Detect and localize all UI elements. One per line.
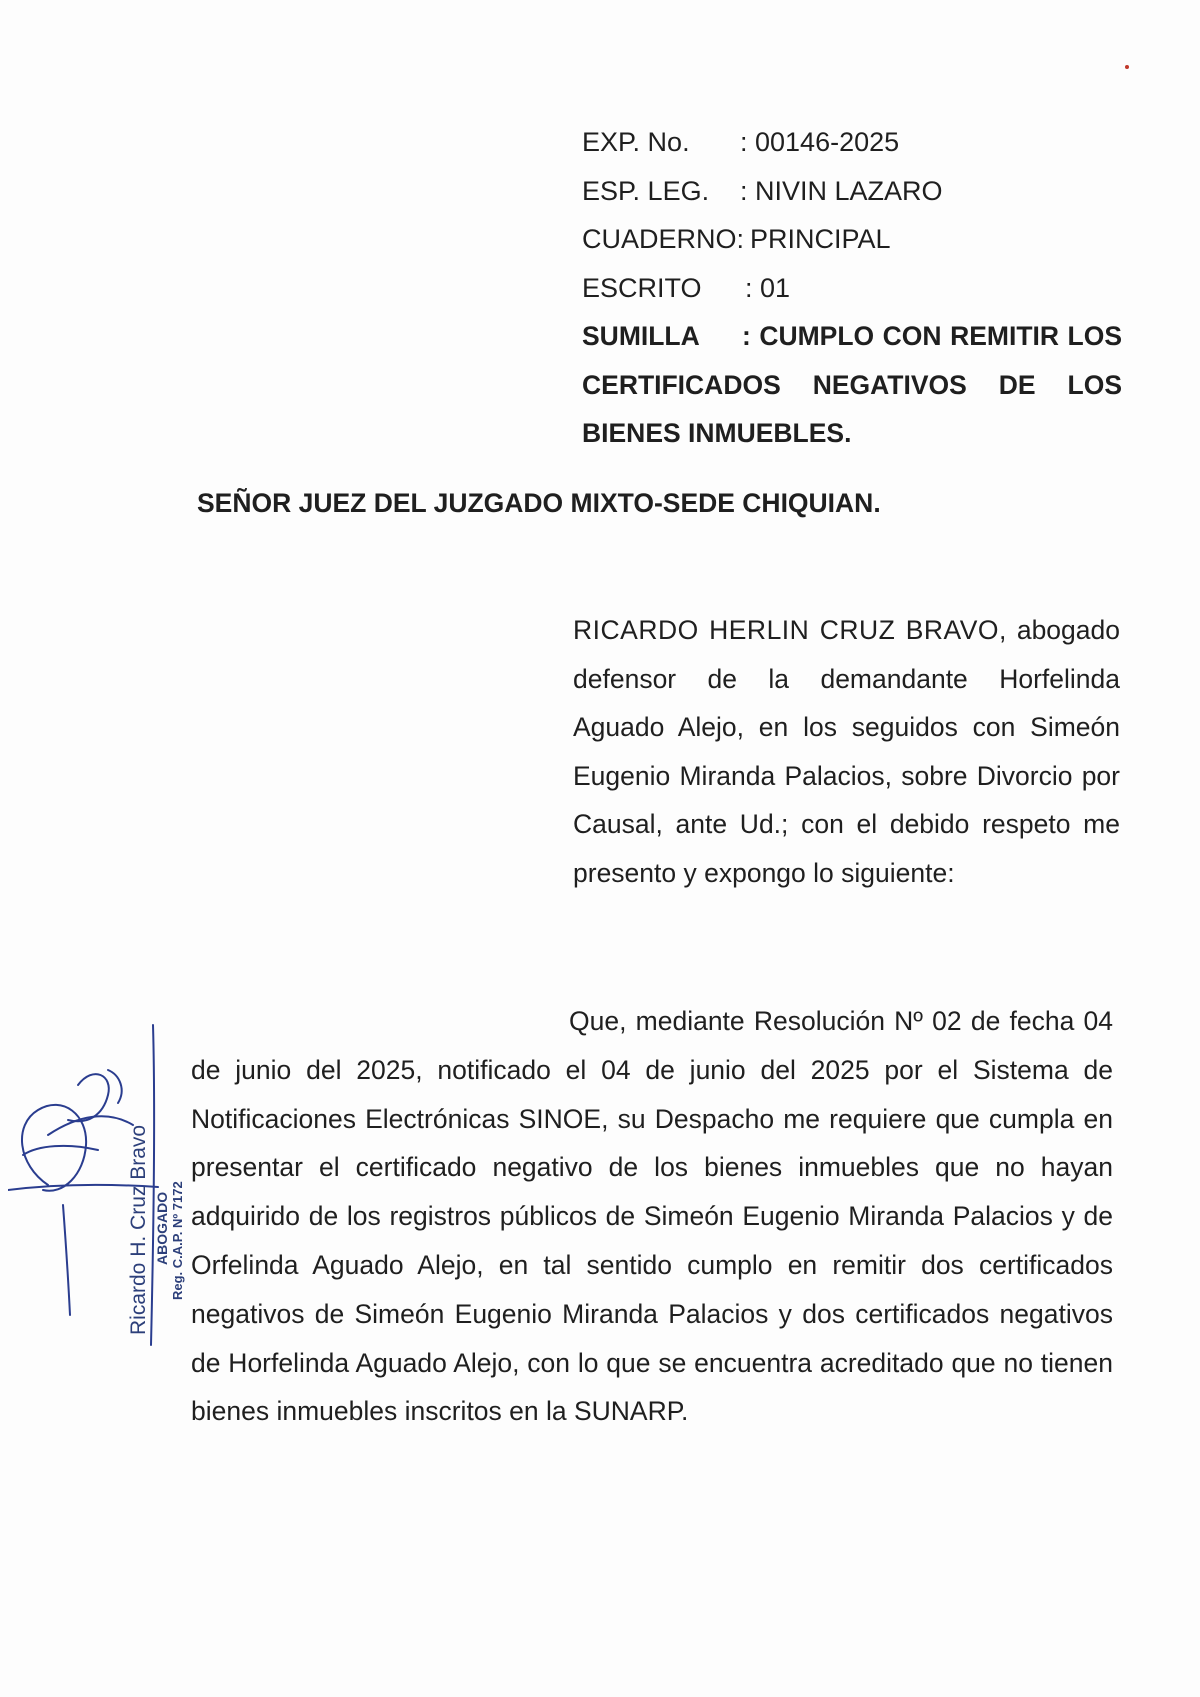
exp-row	[582, 118, 1122, 167]
exp-label: EXP. No.	[582, 127, 690, 157]
exp-value: : 00146-2025	[740, 127, 900, 157]
sumilla-label: SUMILLA	[582, 321, 700, 351]
stamp-name: Ricardo H. Cruz Bravo	[127, 1124, 150, 1335]
esp-row	[582, 167, 1122, 216]
sumilla	[582, 312, 1122, 458]
cuaderno-label: CUADERNO:	[582, 224, 745, 254]
sumilla-value: : CUMPLO CON REMITIR LOS CERTIFICADOS NEGATIVOS DE LOS BIENES INMUEBLES.	[582, 321, 1122, 448]
lawyer-name: RICARDO HERLIN CRUZ BRAVO,	[573, 615, 1007, 645]
esp-value: : NIVIN LAZARO	[740, 175, 943, 206]
intro-text: abogado defensor de la demandante Horfelinda Aguado Alejo, en los seguidos con Simeón Eugenio Miranda Palacios, sobre Divorcio por Causal, ante Ud.; con el debido respeto me presento y expongo lo siguiente:	[573, 615, 1120, 888]
cuaderno-value: PRINCIPAL	[750, 224, 891, 254]
escrito-row	[582, 264, 1122, 313]
cuaderno-row	[582, 215, 1122, 264]
escrito-label: ESCRITO	[582, 272, 702, 303]
stamp-title: ABOGADO	[154, 1191, 170, 1265]
scan-speck	[1125, 65, 1129, 69]
intro-paragraph	[573, 606, 1120, 897]
body-paragraph: Que, mediante Resolución Nº 02 de fecha 04 de junio del 2025, notificado el 04 de junio del 2025 por el Sistema de Notificaciones Electrónicas SINOE, su Despacho me requiere que cumpla en presentar el certificado negativo de los bienes inmuebles que no hayan adquirido de los registros públicos de Simeón Eugenio Miranda Palacios y de Orfelinda Aguado Alejo, en tal sentido cumplo en remitir dos certificados negativos de Simeón Eugenio Miranda Palacios y dos certificados negativos de Horfelinda Aguado Alejo, con lo que se encuentra acreditado que no tienen bienes inmuebles inscritos en la SUNARP.	[191, 1006, 1113, 1427]
addressee: SEÑOR JUEZ DEL JUZGADO MIXTO-SEDE CHIQUIAN.	[197, 488, 881, 518]
escrito-value: : 01	[745, 272, 791, 303]
stamp-reg: Reg. C.A.P. Nº 7172	[170, 1181, 185, 1300]
esp-label: ESP. LEG.	[582, 175, 710, 206]
case-header	[582, 118, 1122, 458]
